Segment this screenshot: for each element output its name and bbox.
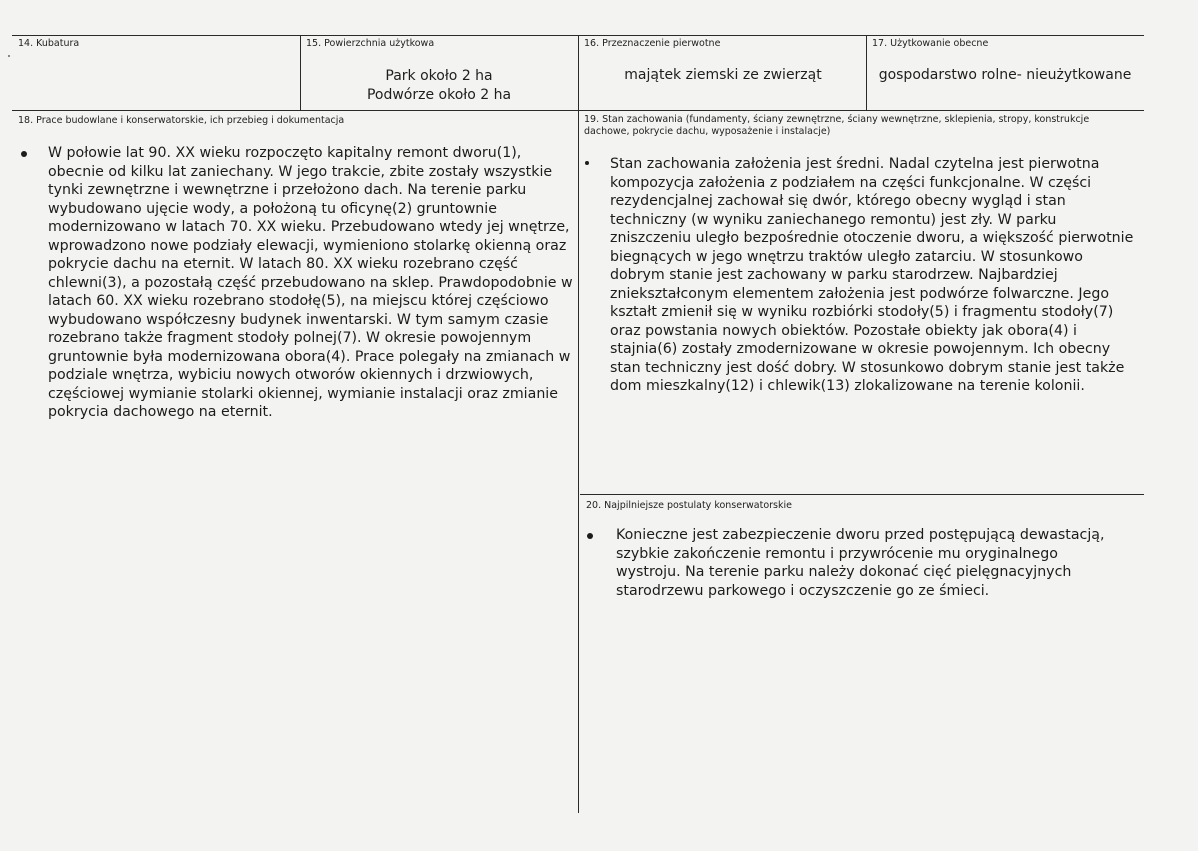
field-16-value: majątek ziemski ze zwierząt — [624, 67, 822, 83]
field-14-label: 14. Kubatura — [18, 38, 80, 49]
scan-speck — [8, 55, 10, 57]
center-divider — [578, 35, 579, 813]
field-20-text: Konieczne jest zabezpieczenie dworu przed postępującą dewastacją, szybkie zakończenie remontu i przywrócenie mu oryginalnego wystroju. Na terenie parku należy dokonać cięć pielęgnacyjnych starodrzewu parkowego i oczyszczenie go ze śmieci. — [616, 527, 1105, 599]
field-20-label: 20. Najpilniejsze postulaty konserwatorskie — [586, 500, 792, 511]
field-18-text: W połowie lat 90. XX wieku rozpoczęto kapitalny remont dworu(1), obecnie od kilku lat zaniechany. W jego trakcie, zbite zostały wszystkie tynki zewnętrzne i wewnętrzne i przełożono dach. Na terenie parku wybudowano ujęcie wody, a położoną tu oficynę(2) gruntownie modernizowano w latach 70. XX wieku. Przebudowano wtedy jej wnętrze, wprowadzono nowe podziały elewacji, wymieniono stolarkę okienną oraz pokrycie dachu na eternit. W latach 80. XX wieku rozebrano część chlewni(3), a pozostałą część przebudowano na sklep. Prawdopodobnie w latach 60. XX wieku rozebrano stodołę(5), na miejscu której częściowo wybudowano współczesny budynek inwentarski. W tym samym czasie rozebrano także fragment stodoły polnej(7). W okresie powojennym gruntownie była modernizowana obora(4). Prace polegały na zmianach w podziale wnętrza, wybiciu nowych otworów okiennych i drzwiowych, częściowej wymianie stolarki okiennej, wymianie instalacji oraz zmianie pokrycia dachowego na eternit. — [48, 145, 573, 420]
list-item — [18, 144, 578, 422]
field-16-label: 16. Przeznaczenie pierwotne — [584, 38, 721, 49]
field-15-value-park: Park około 2 ha — [385, 68, 493, 84]
field-19-label: 19. Stan zachowania (fundamenty, ściany zewnętrzne, ściany wewnętrzne, sklepienia, stropy, konstrukcje dachowe, pokrycie dachu, wyposażenie i instalacje) — [584, 114, 1090, 137]
field-19-text: Stan zachowania założenia jest średni. Nadal czytelna jest pierwotna kompozycja założenia z podziałem na części funkcjonalne. W części rezydencjalnej zachował się dwór, którego obecny wygląd i stan techniczny (w wyniku zaniechanego remontu) jest zły. W parku zniszczeniu uległo bezpośrednie otoczenie dworu, a większość pierwotnie biegnących w jego wnętrzu traktów uległo zatarciu. W stosunkowo dobrym stanie jest zachowany w parku starodrzew. Najbardziej zniekształconym elementem założenia jest podwórze folwarczne. Jego kształt zmienił się w wyniku rozbiórki stodoły(5) i fragmentu stodoły(7) oraz powstania nowych obiektów. Pozostałe obiekty jak obora(4) i stajnia(6) zostały zmodernizowane w okresie powojennym. Ich obecny stan techniczny jest dość dobry. W stosunkowo dobrym stanie jest także dom mieszkalny(12) i chlewik(13) zlokalizowane na terenie kolonii. — [610, 156, 1134, 394]
field-20-list — [584, 526, 1124, 600]
field-17-label: 17. Użytkowanie obecne — [872, 38, 989, 49]
list-item — [584, 526, 1124, 600]
field-15-label: 15. Powierzchnia użytkowa — [306, 38, 435, 49]
bullet-icon — [587, 533, 593, 539]
field-18-list — [18, 144, 578, 422]
field-15-value-podworze: Podwórze około 2 ha — [366, 87, 512, 103]
bullet-icon — [585, 161, 589, 165]
list-item — [584, 155, 1136, 396]
field-17-value: gospodarstwo rolne- nieużytkowane — [878, 67, 1132, 83]
section-20-top-rule — [580, 494, 1144, 495]
field-18-label: 18. Prace budowlane i konserwatorskie, ich przebieg i dokumentacja — [18, 115, 345, 126]
field-19-list — [584, 155, 1136, 396]
bullet-icon — [21, 151, 27, 157]
